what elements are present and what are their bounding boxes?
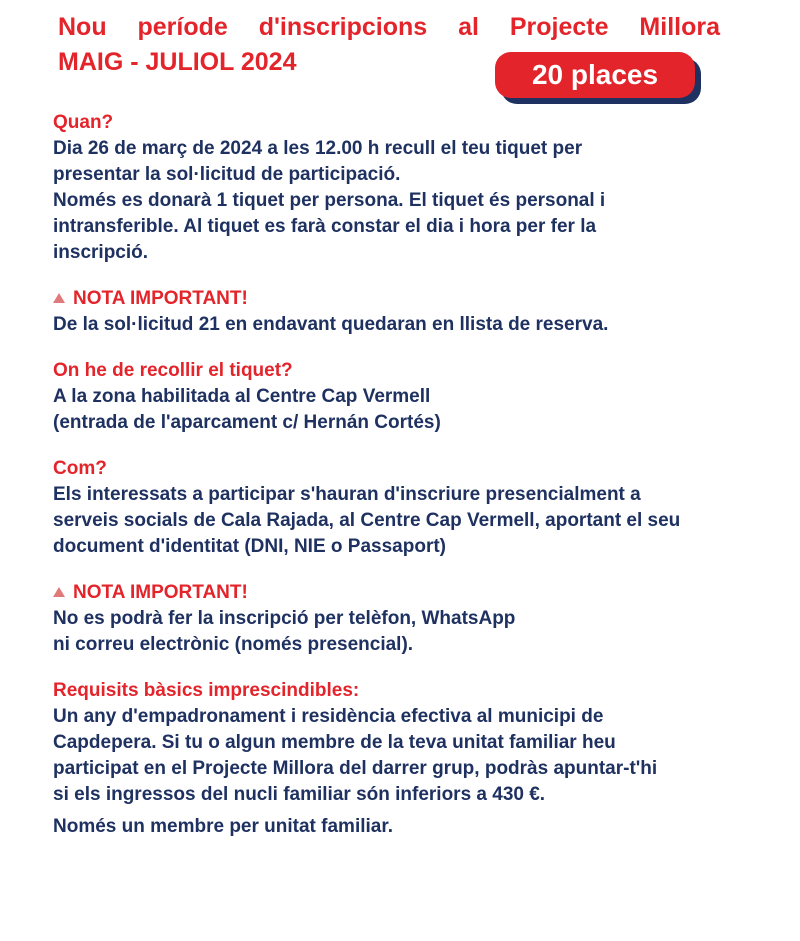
text-line: Dia 26 de març de 2024 a les 12.00 h recull el teu tiquet per: [53, 138, 583, 159]
places-badge: 20 places: [495, 52, 695, 98]
text-line: ni correu electrònic (només presencial).: [53, 634, 414, 655]
warning-icon: [53, 587, 65, 597]
text-line: Els interessats a participar s'hauran d'inscriure presencialment a: [53, 484, 641, 505]
section-heading-com: Com?: [53, 458, 107, 479]
text-line: participat en el Projecte Millora del darrer grup, podràs apuntar-t'hi: [53, 758, 658, 779]
text-line: No es podrà fer la inscripció per telèfon, WhatsApp: [53, 608, 516, 629]
nota-heading-label: NOTA IMPORTANT!: [73, 582, 248, 603]
nota-heading-label: NOTA IMPORTANT!: [73, 288, 248, 309]
document-body: [53, 110, 773, 860]
text-line: serveis socials de Cala Rajada, al Centre Cap Vermell, aportant el seu: [53, 510, 681, 531]
section-heading-nota-1: [53, 286, 773, 312]
section-nota-1: [53, 286, 773, 338]
text-line: Només es donarà 1 tiquet per persona. El tiquet és personal i: [53, 190, 606, 211]
requisits-footer: Només un membre per unitat familiar.: [53, 816, 393, 837]
text-line: Un any d'empadronament i residència efectiva al municipi de: [53, 706, 604, 727]
text-line: A la zona habilitada al Centre Cap Vermell: [53, 386, 431, 407]
section-requisits: [53, 678, 773, 840]
text-line: De la sol·licitud 21 en endavant quedaran en llista de reserva.: [53, 314, 609, 335]
text-line: (entrada de l'aparcament c/ Hernán Cortés): [53, 412, 441, 433]
section-text-nota-2: [53, 606, 773, 658]
section-text-nota-1: [53, 312, 773, 338]
text-line: inscripció.: [53, 242, 149, 263]
section-text-requisits: [53, 704, 773, 840]
section-text-quan: [53, 136, 773, 266]
section-text-on: [53, 384, 773, 436]
section-heading-requisits: Requisits bàsics imprescindibles:: [53, 680, 360, 701]
section-heading-nota-2: [53, 580, 773, 606]
title-line-2: MAIG - JULIOL 2024: [58, 48, 297, 76]
text-line: intransferible. Al tiquet es farà constar el dia i hora per fer la: [53, 216, 597, 237]
title-line-1: Nou període d'inscripcions al Projecte Millora: [58, 13, 720, 41]
section-com: [53, 456, 773, 560]
section-on: [53, 358, 773, 436]
section-heading-quan: Quan?: [53, 112, 114, 133]
section-quan: [53, 110, 773, 266]
text-line: presentar la sol·licitud de participació.: [53, 164, 401, 185]
text-line: Capdepera. Si tu o algun membre de la teva unitat familiar heu: [53, 732, 616, 753]
section-text-com: [53, 482, 773, 560]
text-line: si els ingressos del nucli familiar són inferiors a 430 €.: [53, 784, 546, 805]
section-nota-2: [53, 580, 773, 658]
warning-icon: [53, 293, 65, 303]
section-heading-on: On he de recollir el tiquet?: [53, 360, 293, 381]
text-line: document d'identitat (DNI, NIE o Passaport): [53, 536, 446, 557]
